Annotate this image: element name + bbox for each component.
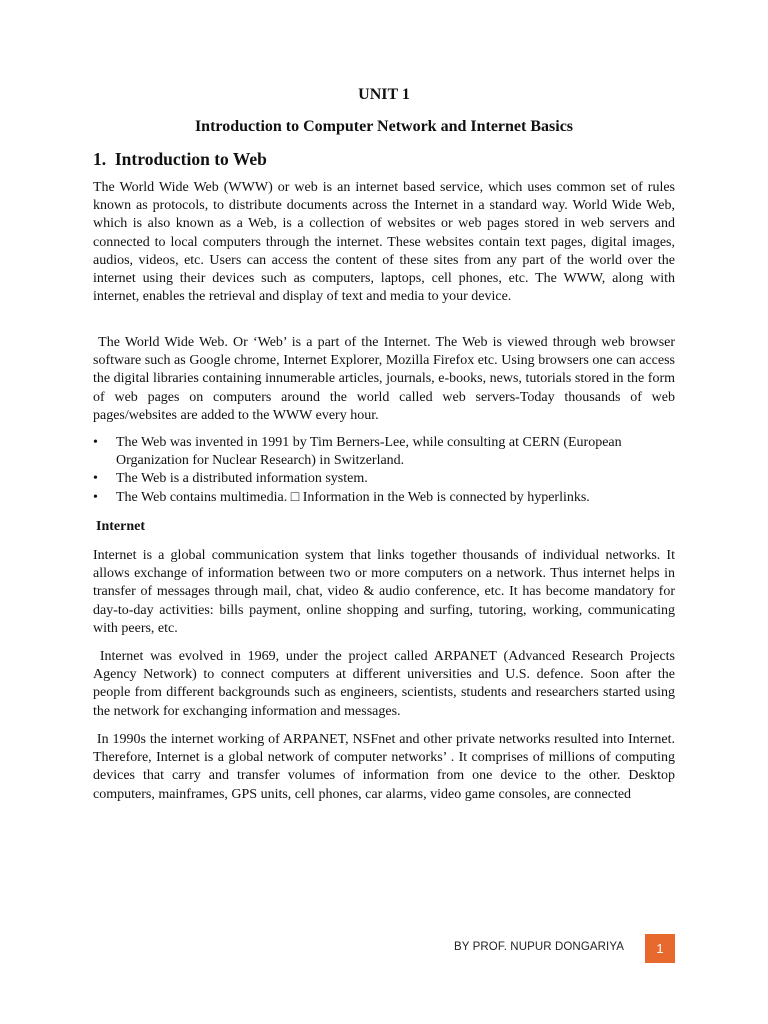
paragraph-web-browsers: The World Wide Web. Or ‘Web’ is a part of the Internet. The Web is viewed through web browser software such as Google chrome, Internet Explorer, Mozilla Firefox etc. Using browsers one can access the digital libraries containing innumerable articles, journals, e-books, news, tutorials stored in the form of web pages on computers around the world called web servers-Today thousands of web pages/websites are added to the WWW every hour. <box>93 335 679 423</box>
paragraph-arpanet-history: Internet was evolved in 1969, under the project called ARPANET (Advanced Research Projects Agency Network) to connect computers at different universities and U.S. defence. Soon after the people from different backgrounds such as engineers, scientists, students and researchers started using the network for exchanging information and messages. <box>93 649 679 719</box>
section-heading-introduction-to-web: 1. Introduction to Web <box>93 149 267 169</box>
paragraph-internet-definition: Internet is a global communication system that links together thousands of individual networks. It allows exchange of information between two or more computers on a network. Thus internet helps in transfer of messages through mail, chat, video & audio conference, etc. It has become mandatory for day-to-day activities: bills payment, online shopping and surfing, tutoring, working, communicating with peers, etc. <box>93 548 675 636</box>
list-item: • The Web is a distributed information system. <box>93 470 675 488</box>
page-number-badge: 1 <box>645 934 675 963</box>
paragraph-1990s-internet: In 1990s the internet working of ARPANET, NSFnet and other private networks resulted into Internet. Therefore, Internet is a global network of computer networks’ . It comprises of millions of computing devices that carry and transfer volumes of information from one device to the other. Desktop computers, mainframes, GPS units, cell phones, car alarms, video game consoles, are connected <box>93 732 679 802</box>
bullet-icon: • <box>93 489 98 505</box>
list-item: • The Web contains multimedia. □ Information in the Web is connected by hyperlinks. <box>93 489 675 507</box>
document-subtitle: Introduction to Computer Network and Internet Basics <box>194 118 574 135</box>
web-facts-list <box>93 434 675 507</box>
list-item: • The Web was invented in 1991 by Tim Berners-Lee, while consulting at CERN (European Organization for Nuclear Research) in Switzerland. <box>93 435 622 469</box>
bullet-icon: • <box>93 435 98 450</box>
bullet-icon: • <box>93 471 98 487</box>
paragraph-www-definition: The World Wide Web (WWW) or web is an internet based service, which uses common set of rules known as protocols, to distribute documents across the Internet in a standard way. World Wide Web, which is also known as a Web, is a collection of websites or web pages stored in web servers and connected to local computers through the internet. These websites contain text pages, digital images, audios, videos, etc. Users can access the content of these sites from any part of the world over the internet using their devices such as computers, laptops, cell phones, etc. The WWW, along with internet, enables the retrieval and display of text and media to your device. <box>93 180 675 305</box>
unit-title: UNIT 1 <box>358 86 410 103</box>
section-heading-internet: Internet <box>96 519 145 534</box>
footer-author: BY PROF. NUPUR DONGARIYA <box>454 941 625 953</box>
